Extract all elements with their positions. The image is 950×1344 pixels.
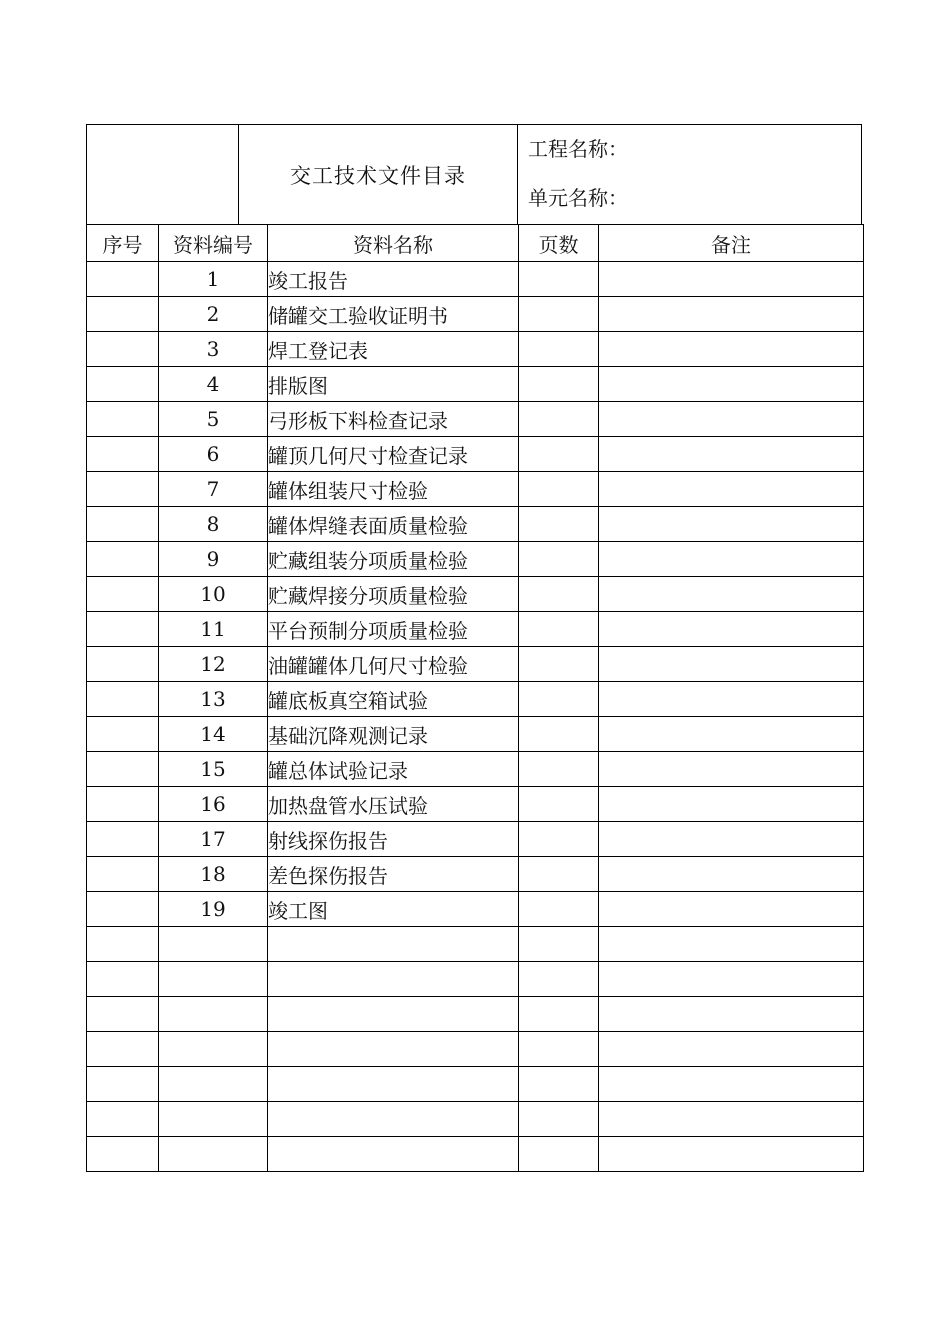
table-row (87, 367, 864, 402)
cell-pages (519, 402, 599, 437)
cell-pages (519, 1067, 599, 1102)
cell-seq (87, 507, 159, 542)
table-row (87, 577, 864, 612)
cell-note (599, 1032, 864, 1067)
column-header-name: 资料名称 (268, 225, 519, 262)
cell-name: 焊工登记表 (268, 332, 519, 367)
cell-code (159, 997, 268, 1032)
table-row (87, 542, 864, 577)
cell-seq (87, 962, 159, 997)
cell-pages (519, 332, 599, 367)
cell-pages (519, 612, 599, 647)
cell-note (599, 857, 864, 892)
cell-seq (87, 822, 159, 857)
cell-pages (519, 367, 599, 402)
cell-name (268, 1102, 519, 1137)
cell-name: 罐体焊缝表面质量检验 (268, 507, 519, 542)
table-row (87, 437, 864, 472)
cell-note (599, 542, 864, 577)
table-row (87, 962, 864, 997)
cell-seq (87, 752, 159, 787)
cell-seq (87, 717, 159, 752)
cell-code: 18 (159, 857, 268, 892)
cell-pages (519, 542, 599, 577)
cell-pages (519, 997, 599, 1032)
cell-pages (519, 1137, 599, 1172)
cell-pages (519, 962, 599, 997)
cell-name: 油罐罐体几何尺寸检验 (268, 647, 519, 682)
cell-code: 14 (159, 717, 268, 752)
cell-pages (519, 472, 599, 507)
cell-seq (87, 647, 159, 682)
table-row (87, 1067, 864, 1102)
cell-pages (519, 892, 599, 927)
cell-pages (519, 822, 599, 857)
cell-pages (519, 507, 599, 542)
cell-code: 11 (159, 612, 268, 647)
cell-code: 17 (159, 822, 268, 857)
table-row (87, 647, 864, 682)
cell-code (159, 1137, 268, 1172)
cell-code: 10 (159, 577, 268, 612)
unit-name-label: 单元名称： (528, 186, 628, 210)
cell-pages (519, 752, 599, 787)
cell-pages (519, 682, 599, 717)
cell-note (599, 367, 864, 402)
catalog-table (86, 224, 864, 1172)
cell-name: 弓形板下料检查记录 (268, 402, 519, 437)
table-row (87, 822, 864, 857)
column-header-code: 资料编号 (159, 225, 268, 262)
table-row (87, 1032, 864, 1067)
cell-seq (87, 682, 159, 717)
cell-code (159, 1102, 268, 1137)
cell-note (599, 822, 864, 857)
table-row (87, 927, 864, 962)
cell-seq (87, 1032, 159, 1067)
cell-note (599, 612, 864, 647)
table-header-row (87, 225, 864, 262)
cell-note (599, 1102, 864, 1137)
cell-name: 罐顶几何尺寸检查记录 (268, 437, 519, 472)
project-info-cell (518, 125, 861, 225)
cell-name (268, 1032, 519, 1067)
cell-code (159, 1032, 268, 1067)
cell-pages (519, 1032, 599, 1067)
cell-code: 2 (159, 297, 268, 332)
cell-name: 平台预制分项质量检验 (268, 612, 519, 647)
cell-seq (87, 297, 159, 332)
table-row (87, 472, 864, 507)
cell-pages (519, 787, 599, 822)
column-header-note: 备注 (599, 225, 864, 262)
cell-code: 12 (159, 647, 268, 682)
table-row (87, 1102, 864, 1137)
cell-note (599, 332, 864, 367)
cell-seq (87, 857, 159, 892)
cell-name: 罐体组装尺寸检验 (268, 472, 519, 507)
cell-seq (87, 472, 159, 507)
cell-note (599, 892, 864, 927)
table-body (87, 262, 864, 1172)
table-row (87, 297, 864, 332)
cell-code: 9 (159, 542, 268, 577)
cell-seq (87, 262, 159, 297)
cell-note (599, 962, 864, 997)
cell-note (599, 262, 864, 297)
cell-name (268, 997, 519, 1032)
cell-seq (87, 787, 159, 822)
table-row (87, 332, 864, 367)
cell-code: 1 (159, 262, 268, 297)
cell-pages (519, 262, 599, 297)
cell-name (268, 927, 519, 962)
cell-note (599, 927, 864, 962)
table-row (87, 857, 864, 892)
cell-code: 19 (159, 892, 268, 927)
cell-name (268, 1067, 519, 1102)
table-row (87, 787, 864, 822)
cell-name: 罐底板真空箱试验 (268, 682, 519, 717)
cell-seq (87, 542, 159, 577)
cell-seq (87, 402, 159, 437)
table-row (87, 752, 864, 787)
cell-seq (87, 892, 159, 927)
cell-seq (87, 367, 159, 402)
cell-seq (87, 1067, 159, 1102)
cell-name: 贮藏焊接分项质量检验 (268, 577, 519, 612)
cell-name: 贮藏组装分项质量检验 (268, 542, 519, 577)
cell-name: 排版图 (268, 367, 519, 402)
cell-pages (519, 1102, 599, 1137)
project-name-label: 工程名称： (528, 137, 628, 161)
cell-note (599, 297, 864, 332)
table-row (87, 997, 864, 1032)
title-blank-cell (87, 125, 239, 225)
cell-pages (519, 717, 599, 752)
cell-pages (519, 927, 599, 962)
cell-code: 13 (159, 682, 268, 717)
cell-note (599, 997, 864, 1032)
table-row (87, 612, 864, 647)
cell-name: 罐总体试验记录 (268, 752, 519, 787)
cell-pages (519, 437, 599, 472)
cell-name (268, 1137, 519, 1172)
cell-note (599, 647, 864, 682)
title-block (86, 124, 862, 224)
cell-code: 7 (159, 472, 268, 507)
cell-code: 15 (159, 752, 268, 787)
cell-code: 5 (159, 402, 268, 437)
table-row (87, 1137, 864, 1172)
cell-note (599, 1067, 864, 1102)
cell-pages (519, 577, 599, 612)
cell-code (159, 1067, 268, 1102)
cell-seq (87, 577, 159, 612)
cell-seq (87, 997, 159, 1032)
cell-pages (519, 647, 599, 682)
table-row (87, 402, 864, 437)
cell-note (599, 752, 864, 787)
cell-seq (87, 332, 159, 367)
cell-name: 加热盘管水压试验 (268, 787, 519, 822)
cell-code: 3 (159, 332, 268, 367)
column-header-pages: 页数 (519, 225, 599, 262)
table-row (87, 682, 864, 717)
cell-pages (519, 297, 599, 332)
cell-seq (87, 437, 159, 472)
cell-name: 射线探伤报告 (268, 822, 519, 857)
cell-seq (87, 1102, 159, 1137)
cell-code: 6 (159, 437, 268, 472)
cell-name (268, 962, 519, 997)
cell-code (159, 927, 268, 962)
cell-code: 4 (159, 367, 268, 402)
cell-name: 基础沉降观测记录 (268, 717, 519, 752)
cell-note (599, 717, 864, 752)
document-title: 交工技术文件目录 (290, 164, 466, 188)
table-row (87, 717, 864, 752)
table-row (87, 262, 864, 297)
cell-pages (519, 857, 599, 892)
cell-note (599, 682, 864, 717)
cell-name: 储罐交工验收证明书 (268, 297, 519, 332)
cell-note (599, 787, 864, 822)
cell-name: 差色探伤报告 (268, 857, 519, 892)
column-header-seq: 序号 (87, 225, 159, 262)
cell-seq (87, 612, 159, 647)
cell-seq (87, 927, 159, 962)
cell-note (599, 1137, 864, 1172)
cell-note (599, 577, 864, 612)
cell-seq (87, 1137, 159, 1172)
table-row (87, 892, 864, 927)
table-row (87, 507, 864, 542)
cell-note (599, 437, 864, 472)
cell-note (599, 507, 864, 542)
cell-note (599, 472, 864, 507)
cell-code: 16 (159, 787, 268, 822)
document-title-cell (239, 125, 518, 225)
cell-code: 8 (159, 507, 268, 542)
cell-note (599, 402, 864, 437)
cell-name: 竣工图 (268, 892, 519, 927)
cell-name: 竣工报告 (268, 262, 519, 297)
cell-code (159, 962, 268, 997)
